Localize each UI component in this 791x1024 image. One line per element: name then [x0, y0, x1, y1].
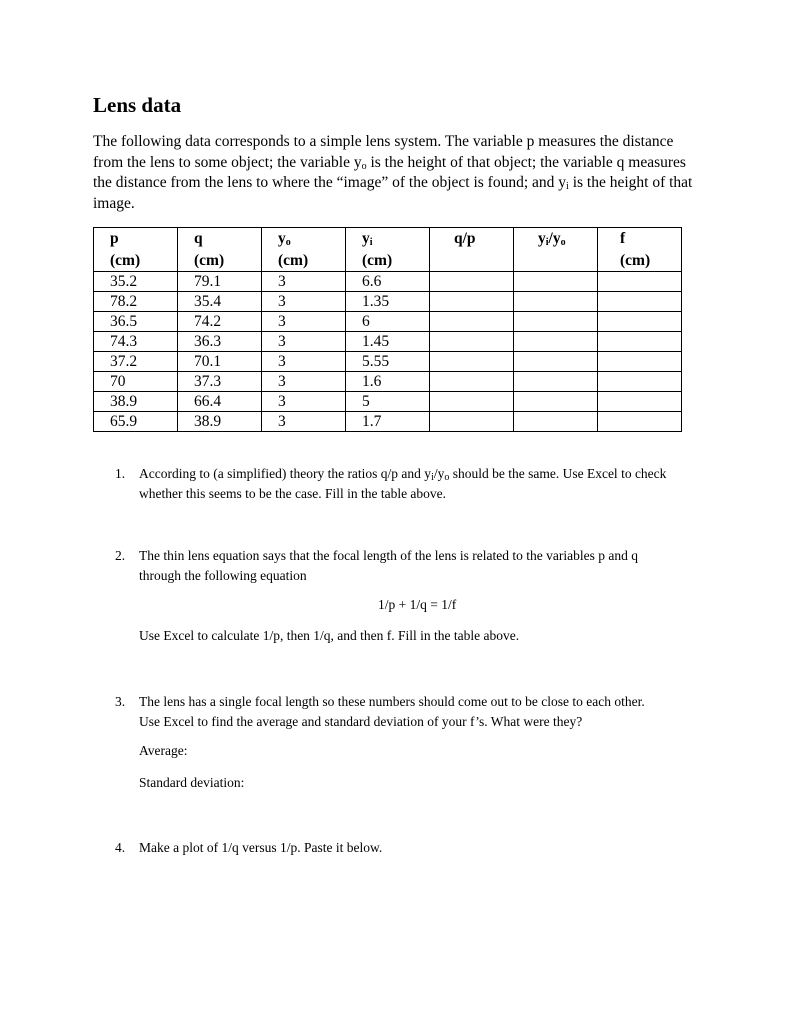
cell-q-over-p [430, 412, 514, 432]
cell-yo: 3 [262, 412, 346, 432]
header-p-label: p [110, 230, 119, 247]
lens-data-table [93, 227, 682, 432]
header-yi-over-yo-sub2: o [560, 237, 566, 248]
cell-f [598, 392, 682, 412]
question-1-line-2: whether this seems to be the case. Fill in the table above. [139, 485, 447, 501]
intro-line-4: image. [93, 194, 135, 212]
question-1-line-1-b: /y [433, 466, 445, 481]
cell-q: 36.3 [178, 332, 262, 352]
header-f-unit: (cm) [620, 252, 651, 269]
cell-yo: 3 [262, 292, 346, 312]
intro-line-2-text-a: from the lens to some object; the variable y [93, 153, 362, 171]
cell-yi: 1.45 [346, 332, 430, 352]
cell-yi: 6.6 [346, 272, 430, 292]
cell-f [598, 372, 682, 392]
cell-q: 70.1 [178, 352, 262, 372]
header-yi-over-yo-sub1: i [545, 237, 549, 248]
cell-yo: 3 [262, 352, 346, 372]
header-yo-subscript: o [285, 237, 291, 248]
table-row [94, 272, 682, 292]
intro-line-1: The following data corresponds to a simple lens system. The variable p measures the distance [93, 133, 674, 150]
question-2-instruction: Use Excel to calculate 1/p, then 1/q, and then f. Fill in the table above. [139, 628, 520, 643]
question-4-text [139, 838, 719, 858]
cell-yi-over-yo [514, 292, 598, 312]
question-2-line-2: through the following equation [139, 567, 307, 583]
table-body [94, 272, 682, 432]
cell-yi: 5 [346, 392, 430, 412]
thin-lens-equation: 1/p + 1/q = 1/f [378, 597, 457, 612]
cell-q-over-p [430, 272, 514, 292]
cell-yi-over-yo [514, 412, 598, 432]
cell-p: 35.2 [94, 272, 178, 292]
header-p [94, 228, 178, 272]
header-q-label: q [194, 230, 203, 247]
cell-q-over-p [430, 332, 514, 352]
cell-yi-over-yo [514, 392, 598, 412]
cell-yo: 3 [262, 312, 346, 332]
cell-f [598, 272, 682, 292]
header-yi-over-yo-mid: /y [548, 230, 561, 247]
cell-f [598, 312, 682, 332]
question-3-line-2: Use Excel to find the average and standard deviation of your f’s. What were they? [139, 713, 583, 729]
cell-q: 66.4 [178, 392, 262, 412]
question-1-line-1-a: According to (a simplified) theory the ratios q/p and y [139, 466, 432, 481]
question-3-text [139, 692, 719, 731]
intro-line-3-text-b: is the height of that [568, 174, 693, 191]
intro-line-2 [93, 153, 713, 174]
cell-f [598, 352, 682, 372]
header-yi-letter: y [362, 230, 370, 247]
intro-paragraph [93, 132, 713, 214]
table-row [94, 392, 682, 412]
header-yi-over-yo-letter: y [538, 230, 546, 247]
question-4-number: 4. [115, 840, 126, 855]
cell-q-over-p [430, 292, 514, 312]
question-1-number: 1. [115, 466, 126, 481]
cell-q: 35.4 [178, 292, 262, 312]
table-row [94, 372, 682, 392]
header-q-unit: (cm) [194, 252, 225, 269]
header-yo-unit: (cm) [278, 252, 309, 269]
cell-q-over-p [430, 372, 514, 392]
average-label: Average: [139, 743, 188, 758]
question-4-line-1: Make a plot of 1/q versus 1/p. Paste it below. [139, 840, 383, 855]
cell-q: 38.9 [178, 412, 262, 432]
question-3-line-1: The lens has a single focal length so these numbers should come out to be close to each other. [139, 694, 645, 709]
cell-yo: 3 [262, 392, 346, 412]
page-title: Lens data [93, 93, 182, 117]
question-1-sub-o: o [444, 472, 450, 483]
cell-q: 74.2 [178, 312, 262, 332]
header-yi-over-yo-label [538, 229, 597, 251]
cell-q-over-p [430, 392, 514, 412]
cell-f [598, 332, 682, 352]
header-yi-over-yo [514, 228, 598, 272]
question-3-number: 3. [115, 694, 126, 709]
cell-yi-over-yo [514, 332, 598, 352]
header-yo-label [278, 229, 345, 251]
header-yi-subscript: i [369, 237, 373, 248]
question-1-line-1-c: should be the same. Use Excel to check [449, 466, 667, 481]
cell-yo: 3 [262, 372, 346, 392]
header-yi-unit: (cm) [362, 252, 393, 269]
table-row [94, 352, 682, 372]
intro-line-2-text-b: is the height of that object; the variable q measures [366, 153, 686, 171]
cell-yi: 1.35 [346, 292, 430, 312]
standard-deviation-label: Standard deviation: [139, 775, 245, 790]
cell-p: 74.3 [94, 332, 178, 352]
header-yo [262, 228, 346, 272]
cell-q-over-p [430, 312, 514, 332]
question-1-sub-i: i [431, 472, 434, 483]
cell-p: 70 [94, 372, 178, 392]
cell-q: 79.1 [178, 272, 262, 292]
cell-yi: 6 [346, 312, 430, 332]
cell-yi-over-yo [514, 312, 598, 332]
question-2-line-1: The thin lens equation says that the focal length of the lens is related to the variables p and q [139, 548, 638, 563]
cell-q-over-p [430, 352, 514, 372]
header-q-over-p-label: q/p [454, 230, 476, 247]
cell-yi: 5.55 [346, 352, 430, 372]
table-row [94, 332, 682, 352]
cell-yo: 3 [262, 272, 346, 292]
cell-yi: 1.7 [346, 412, 430, 432]
table-row [94, 292, 682, 312]
question-2-number: 2. [115, 548, 126, 563]
question-2-text [139, 546, 719, 585]
cell-yo: 3 [262, 332, 346, 352]
cell-q: 37.3 [178, 372, 262, 392]
question-1-text [139, 464, 719, 503]
cell-yi: 1.6 [346, 372, 430, 392]
table-row [94, 312, 682, 332]
intro-line-3 [93, 173, 713, 194]
header-p-unit: (cm) [110, 252, 141, 269]
header-yi-label [362, 229, 429, 251]
header-q-over-p [430, 228, 514, 272]
header-f-label: f [620, 230, 626, 247]
table-header-row [94, 228, 682, 272]
cell-p: 36.5 [94, 312, 178, 332]
cell-yi-over-yo [514, 372, 598, 392]
intro-line-3-text-a: the distance from the lens to where the “image” of the object is found; and y [93, 174, 567, 191]
cell-f [598, 412, 682, 432]
header-yi [346, 228, 430, 272]
cell-p: 78.2 [94, 292, 178, 312]
header-yo-letter: y [278, 230, 286, 247]
intro-line-2-subscript: o [361, 160, 367, 172]
header-q [178, 228, 262, 272]
table-row [94, 412, 682, 432]
header-f [598, 228, 682, 272]
cell-p: 65.9 [94, 412, 178, 432]
cell-yi-over-yo [514, 272, 598, 292]
intro-line-3-subscript: i [566, 181, 569, 192]
cell-yi-over-yo [514, 352, 598, 372]
cell-f [598, 292, 682, 312]
question-1-line-1 [139, 464, 719, 484]
cell-p: 37.2 [94, 352, 178, 372]
cell-p: 38.9 [94, 392, 178, 412]
